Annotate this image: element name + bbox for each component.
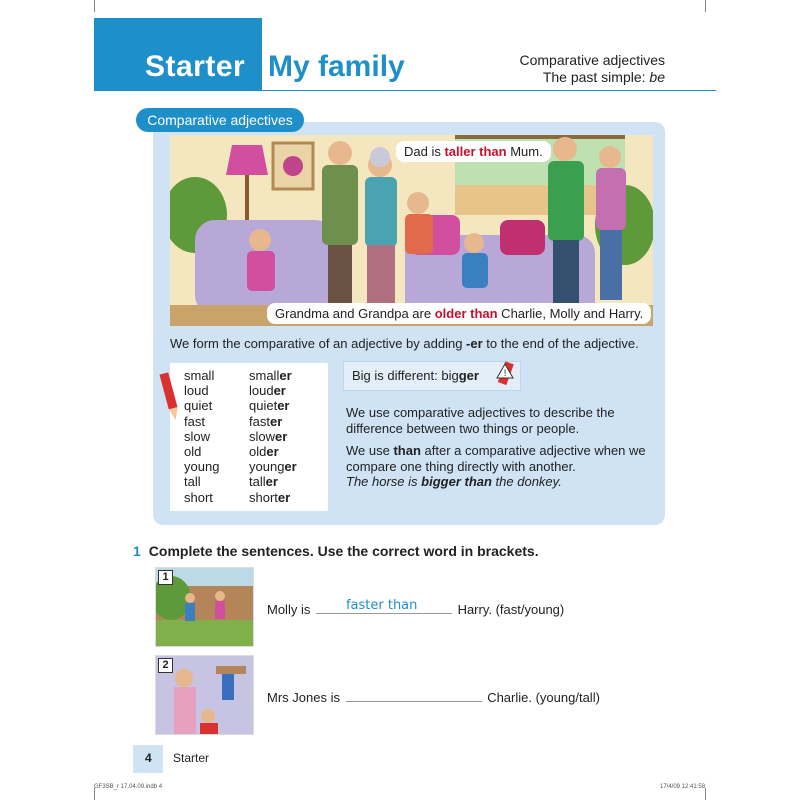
comparative-word: louder: [249, 383, 286, 399]
adjective-table: [170, 363, 328, 511]
comparative-word: quieter: [249, 398, 290, 414]
note-comparative-use: We use comparative adjectives to describe the difference between two things or people.: [346, 405, 615, 436]
comparative-word: slower: [249, 428, 288, 444]
answer-text: faster than: [345, 598, 418, 613]
base-word: quiet: [184, 398, 213, 414]
example-sentence: The horse is bigger than the donkey.: [346, 474, 562, 489]
base-word: young: [184, 459, 220, 475]
answer-blank[interactable]: [316, 598, 452, 614]
exercise-picture-1: [155, 567, 254, 647]
exercise-instruction: Complete the sentences. Use the correct word in brackets.: [148, 543, 539, 559]
exercise-item-1: Molly is faster than Harry. (fast/young): [267, 598, 565, 617]
pencil-mascot-icon: [158, 369, 178, 424]
comparative-word: faster: [249, 413, 283, 429]
header-subtitle: [519, 52, 665, 86]
subtitle-line-2: The past simple: be: [542, 69, 665, 85]
comparative-word: smaller: [249, 368, 292, 383]
unit-title: Starter: [145, 50, 246, 83]
comparative-adjectives: [249, 368, 297, 505]
header-divider: [94, 90, 716, 91]
svg-text:!: !: [503, 369, 507, 379]
subtitle-line-1: Comparative adjectives: [519, 52, 665, 68]
base-word: small: [184, 368, 215, 383]
base-word: tall: [184, 474, 201, 490]
speech-bubble-bottom: Grandma and Grandpa are older than Charlie, Molly and Harry.: [267, 303, 651, 324]
base-word: fast: [184, 413, 205, 429]
print-slug-right: 17/4/09 12:41:58: [660, 784, 706, 790]
page-number: 4: [145, 751, 152, 765]
rule-text: We form the comparative of an adjective by adding -er to the end of the adjective.: [170, 336, 639, 351]
print-slug-left: GF3SB_r 17.04.09.indb 4: [94, 784, 163, 790]
comparative-word: younger: [249, 459, 297, 475]
note-than-use: We use than after a comparative adjective when we compare one thing directly with another.: [346, 443, 646, 474]
speech-bubble-top: Dad is taller than Mum.: [396, 141, 551, 162]
base-word: loud: [184, 383, 209, 399]
comparative-word: shorter: [249, 489, 291, 505]
crop-mark: [705, 0, 706, 12]
section-label: Comparative adjectives: [136, 108, 304, 132]
exercise-item-2: Mrs Jones is Charlie. (young/tall): [267, 690, 600, 705]
base-adjectives: [184, 368, 219, 505]
answer-blank[interactable]: [346, 690, 482, 702]
exercise-picture-2: [155, 655, 254, 735]
exercise-heading: [133, 543, 539, 559]
warning-pencil-icon: [494, 360, 516, 390]
footer-label: Starter: [173, 751, 210, 765]
base-word: slow: [184, 428, 211, 444]
page-title: My family: [268, 50, 405, 83]
family-illustration: [170, 135, 653, 326]
exception-box: Big is different: bigger !: [343, 361, 521, 391]
living-room-scene: [170, 135, 653, 326]
crop-mark: [705, 788, 706, 800]
comparative-word: older: [249, 444, 279, 460]
grammar-notes: [346, 405, 646, 497]
comparative-word: taller: [249, 474, 278, 490]
picture-number: 2: [158, 658, 173, 673]
base-word: short: [184, 489, 213, 505]
exercise-number: 1: [133, 543, 141, 559]
crop-mark: [94, 0, 95, 12]
base-word: old: [184, 444, 202, 460]
picture-number: 1: [158, 570, 173, 585]
